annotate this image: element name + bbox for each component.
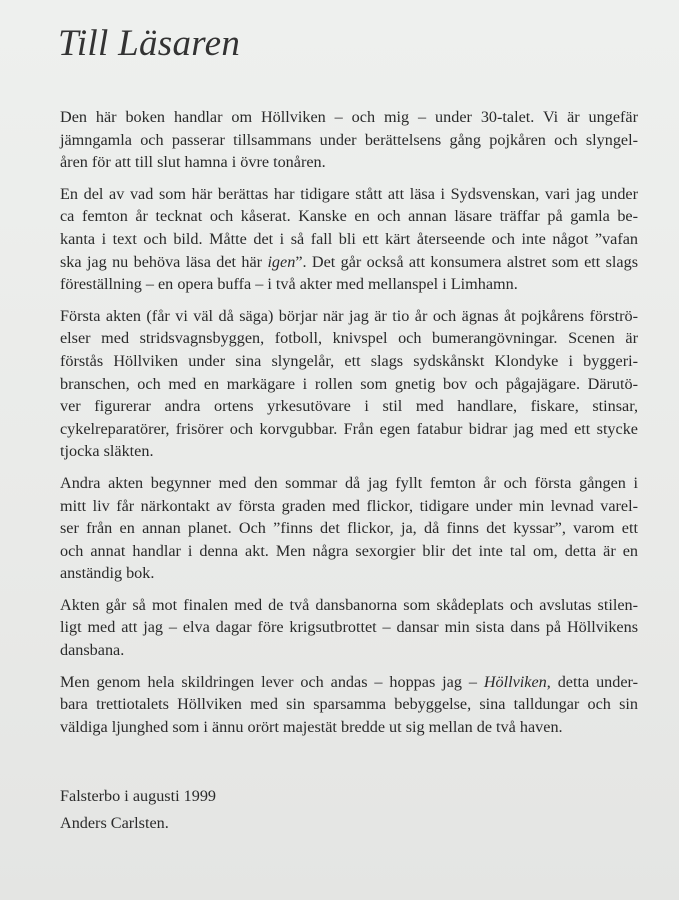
text-line [60, 129, 638, 152]
text-segment: Akten går så mot finalen med de två dansbanorna som skådeplats och avslutas stilen- [60, 595, 638, 614]
text-line [60, 327, 638, 350]
text-segment: föreställning – en opera buffa – i två akter med mellanspel i Limhamn. [60, 275, 518, 294]
paragraph [60, 472, 638, 585]
text-segment: Första akten (får vi väl då säga) börjar när jag är tio år och ägnas åt pojkårens förströ- [60, 306, 638, 325]
text-line [60, 639, 638, 662]
paragraph [60, 305, 638, 463]
text-line [60, 251, 638, 274]
text-line [60, 418, 638, 441]
text-segment: anständig bok. [60, 564, 155, 583]
text-segment: ”. Det går också att konsumera alstret som ett slags [295, 252, 638, 271]
text-segment: ca femton år tecknat och kåserat. Kanske en och annan läsare träffar på gamla be- [60, 207, 638, 226]
text-segment: väldiga ljunghed som i ännu orört majestät bredde ut sig mellan de två haven. [60, 717, 563, 736]
text-segment: ser från en annan planet. Och ”finns det flickor, ja, då finns det kyssar”, varom ett [60, 519, 638, 538]
signoff [60, 783, 216, 837]
text-segment: ligt med att jag – elva dagar före krigsutbrottet – dansar min sista dans på Höllvikens [60, 618, 638, 637]
preface-body [60, 106, 638, 747]
text-segment: mitt liv får närkontakt av första graden med flickor, tidigare under min levnad varel- [60, 496, 638, 515]
text-line [60, 273, 638, 296]
text-line [60, 472, 638, 495]
italic-text: igen [267, 252, 296, 271]
text-line [60, 616, 638, 639]
paragraph [60, 594, 638, 662]
signoff-author: Anders Carlsten. [60, 814, 169, 832]
text-segment: Andra akten begynner med den sommar då jag fyllt femton år och första gången i [60, 473, 638, 492]
text-segment: dansbana. [60, 641, 125, 660]
paragraph [60, 106, 638, 174]
text-segment: och annat handlar i denna akt. Men några sexorgier blir det inte tal om, detta är en [60, 541, 638, 560]
text-segment: jämngamla och passerar tillsammans under berättelsens gång pojkåren och slyngel- [60, 130, 638, 149]
text-segment: kanta i text och bild. Måtte det i så fall bli ett kärt återseende och inte något ”vafan [60, 229, 638, 248]
text-line [60, 562, 638, 585]
text-line [60, 106, 638, 129]
text-line [60, 373, 638, 396]
text-line [60, 151, 638, 174]
paragraph [60, 671, 638, 739]
text-segment: , detta under- [546, 672, 638, 691]
text-line [60, 228, 638, 251]
text-segment: bara trettiotalets Höllviken med sin sparsamma bebyggelse, sina talldungar och sin [60, 695, 638, 714]
signoff-place-date: Falsterbo i augusti 1999 [60, 787, 217, 805]
text-line [60, 517, 638, 540]
text-line [60, 440, 638, 463]
text-line [60, 671, 638, 694]
text-segment: branschen, och med en markägare i rollen som gnetig bov och pågajägare. Därutö- [60, 374, 638, 393]
text-segment: tjocka släkten. [60, 442, 154, 461]
text-segment: En del av vad som här berättas har tidigare stått att läsa i Sydsvenskan, vari jag under [60, 184, 638, 203]
text-line [60, 350, 638, 373]
text-line [60, 594, 638, 617]
italic-text: Höllviken [483, 672, 547, 691]
text-line [60, 495, 638, 518]
text-segment: elser med stridsvagnsbyggen, fotboll, knivspel och bumerangövningar. Scenen är [60, 329, 638, 348]
text-line [60, 540, 638, 563]
text-line [60, 693, 638, 716]
text-segment: cykelreparatörer, frisörer och korvgubbar. Från egen fatabur bidrar jag med ett stycke [60, 419, 638, 438]
text-line [60, 183, 638, 206]
text-line [60, 395, 638, 418]
paragraph [60, 183, 638, 296]
text-line [60, 716, 638, 739]
text-line [60, 205, 638, 228]
text-line [60, 305, 638, 328]
page-title: Till Läsaren [58, 23, 241, 64]
text-segment: Den här boken handlar om Höllviken – och mig – under 30-talet. Vi är ungefär [60, 108, 638, 126]
text-segment: förstås Höllviken under sina slyngelår, ett slags sydskånskt Klondyke i byggeri- [60, 351, 638, 370]
text-segment: Men genom hela skildringen lever och andas – hoppas jag – [60, 672, 484, 691]
text-segment: åren för att till slut hamna i övre tonåren. [60, 153, 326, 172]
text-segment: ska jag nu behöva läsa det här [60, 252, 268, 271]
text-segment: ver figurerar andra ortens yrkesutövare i stil med handlare, fiskare, stinsar, [60, 397, 638, 416]
